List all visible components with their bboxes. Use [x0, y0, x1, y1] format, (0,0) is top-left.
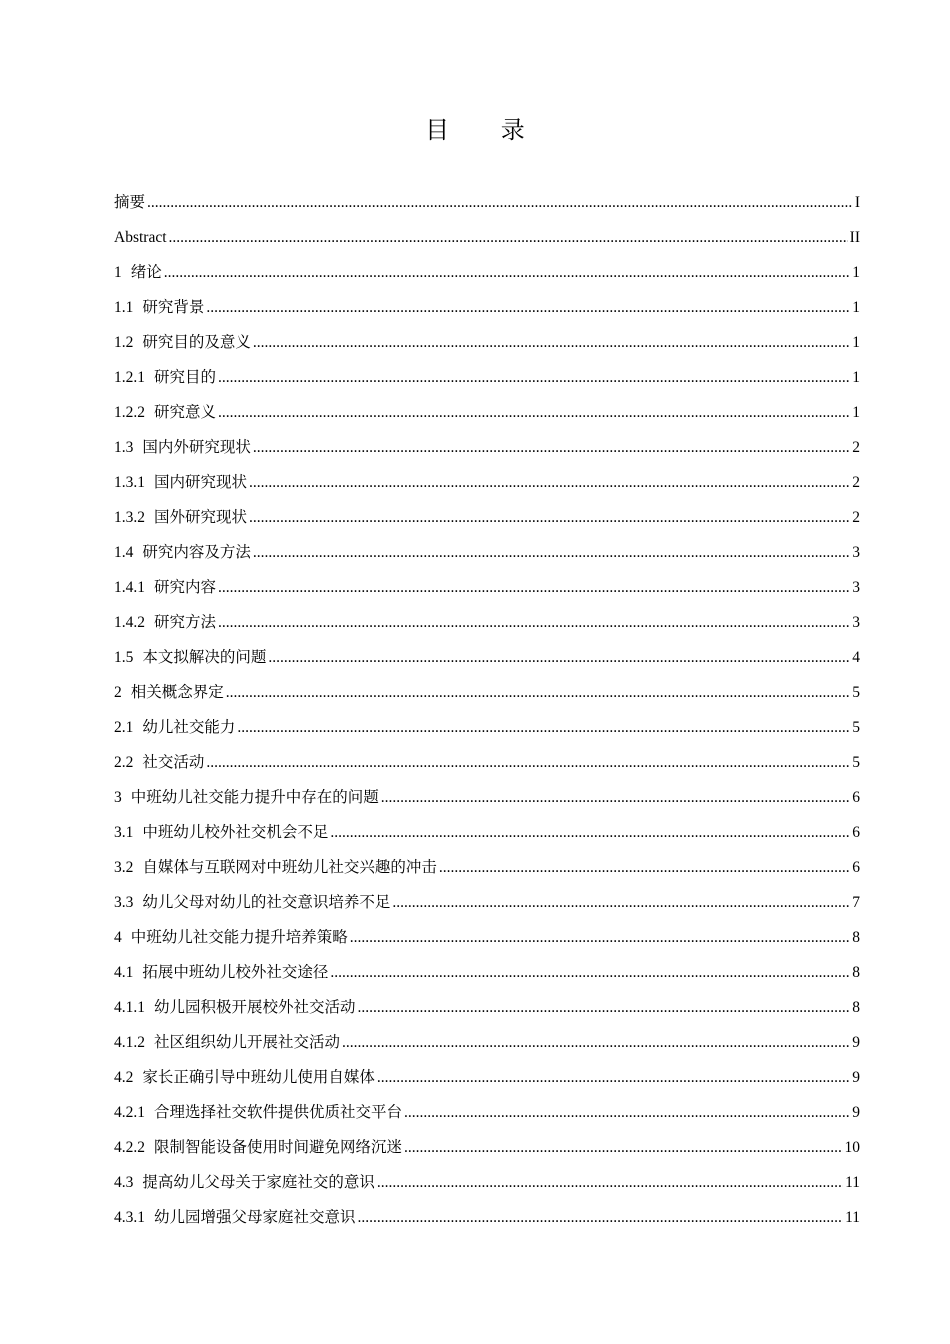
- toc-dot-leader: [169, 220, 848, 255]
- toc-entry-label: [114, 710, 235, 745]
- toc-entry-number: 4.2.1: [114, 1104, 145, 1121]
- toc-entry-number: 1: [114, 264, 122, 281]
- toc-entry-page-number: 1: [852, 369, 860, 386]
- toc-entry-label: [114, 185, 145, 220]
- toc-entry[interactable]: [114, 990, 860, 1025]
- toc-entry-text: 幼儿园增强父母家庭社交意识: [154, 1208, 356, 1226]
- toc-entry-number: 1.2: [114, 334, 134, 351]
- toc-entry-page-number: 9: [852, 1069, 860, 1086]
- toc-entry-page-number: 8: [852, 964, 860, 981]
- toc-entry[interactable]: [114, 920, 860, 955]
- toc-dot-leader: [218, 570, 850, 605]
- toc-dot-leader: [147, 185, 853, 220]
- toc-entry-text: 国内外研究现状: [142, 438, 251, 456]
- toc-entry[interactable]: [114, 325, 860, 360]
- toc-entry-page-number: 1: [852, 299, 860, 316]
- toc-entry-page-number: 4: [852, 649, 860, 666]
- toc-dot-leader: [439, 850, 850, 885]
- toc-dot-leader: [253, 535, 850, 570]
- toc-entry[interactable]: [114, 640, 860, 675]
- toc-entry[interactable]: [114, 395, 860, 430]
- toc-entry-text: 中班幼儿校外社交机会不足: [142, 823, 329, 841]
- toc-dot-leader: [249, 465, 850, 500]
- toc-entry[interactable]: [114, 255, 860, 290]
- toc-entry-page-number: 6: [852, 859, 860, 876]
- toc-entry-text: 家长正确引导中班幼儿使用自媒体: [142, 1068, 375, 1086]
- toc-entry[interactable]: [114, 1060, 860, 1095]
- toc-entry-number: 2.2: [114, 754, 134, 771]
- toc-entry-number: 1.3: [114, 439, 134, 456]
- toc-dot-leader: [330, 815, 850, 850]
- toc-entry-page-number: I: [854, 194, 860, 211]
- toc-entry-number: 1.2.1: [114, 369, 145, 386]
- toc-entry-text: 研究内容: [154, 578, 217, 596]
- toc-entry[interactable]: [114, 850, 860, 885]
- toc-title: 目 录: [425, 116, 547, 144]
- toc-dot-leader: [268, 640, 850, 675]
- toc-entry-number: 4.1.1: [114, 999, 145, 1016]
- toc-entry-page-number: 11: [845, 1174, 860, 1191]
- toc-entry-label: [114, 570, 216, 605]
- toc-entry-text: 研究方法: [154, 613, 217, 631]
- toc-entry-label: [114, 255, 162, 290]
- toc-entry-text: 幼儿园积极开展校外社交活动: [154, 998, 356, 1016]
- toc-dot-leader: [404, 1130, 842, 1165]
- toc-entry-number: 1.5: [114, 649, 134, 666]
- toc-entry-text: 国外研究现状: [154, 508, 248, 526]
- toc-entry-text: 中班幼儿社交能力提升中存在的问题: [130, 788, 379, 806]
- toc-entry-text: 研究目的: [154, 368, 217, 386]
- toc-dot-leader: [253, 430, 850, 465]
- toc-entry-text: 拓展中班幼儿校外社交途径: [142, 963, 329, 981]
- toc-entry-label: [114, 1130, 402, 1165]
- toc-entry-text: 研究内容及方法: [142, 543, 251, 561]
- toc-dot-leader: [392, 885, 850, 920]
- toc-entry-number: 1.3.1: [114, 474, 145, 491]
- toc-entry[interactable]: [114, 290, 860, 325]
- toc-entry[interactable]: [114, 220, 860, 255]
- toc-entry-label: [114, 850, 437, 885]
- toc-entry-page-number: 1: [852, 404, 860, 421]
- toc-entry-text: 中班幼儿社交能力提升培养策略: [130, 928, 348, 946]
- toc-dot-leader: [358, 1200, 844, 1235]
- toc-dot-leader: [377, 1060, 850, 1095]
- toc-dot-leader: [381, 780, 850, 815]
- toc-entry-page-number: 9: [852, 1104, 860, 1121]
- toc-entry-page-number: 6: [852, 789, 860, 806]
- toc-entry-number: 4.2: [114, 1069, 134, 1086]
- toc-entry[interactable]: [114, 955, 860, 990]
- toc-entry-page-number: 3: [852, 614, 860, 631]
- toc-entry-label: [114, 885, 390, 920]
- toc-entry-text: 幼儿社交能力: [142, 718, 236, 736]
- toc-entry-label: [114, 920, 348, 955]
- toc-entry-page-number: 10: [844, 1139, 860, 1156]
- toc-dot-leader: [218, 605, 850, 640]
- toc-entry-page-number: 11: [845, 1209, 860, 1226]
- toc-entry-number: 1.1: [114, 299, 134, 316]
- toc-entry-number: 4: [114, 929, 122, 946]
- toc-entry[interactable]: [114, 430, 860, 465]
- toc-entry-number: 3.1: [114, 824, 134, 841]
- toc-entry-label: [114, 955, 328, 990]
- toc-entry-page-number: 5: [852, 754, 860, 771]
- toc-entry-text: 社区组织幼儿开展社交活动: [154, 1033, 341, 1051]
- toc-entry-number: 3.2: [114, 859, 134, 876]
- toc-entry-text: 合理选择社交软件提供优质社交平台: [154, 1103, 403, 1121]
- toc-entry-number: 4.3: [114, 1174, 134, 1191]
- toc-entry-text: 本文拟解决的问题: [142, 648, 267, 666]
- toc-entry-number: 4.2.2: [114, 1139, 145, 1156]
- toc-entry-number: 3.3: [114, 894, 134, 911]
- toc-entry-text: 限制智能设备使用时间避免网络沉迷: [154, 1138, 403, 1156]
- toc-entry-label: [114, 360, 216, 395]
- toc-entry[interactable]: [114, 1165, 860, 1200]
- toc-entry-text: Abstract: [114, 229, 167, 246]
- toc-entry-page-number: 1: [852, 264, 860, 281]
- toc-entry-text: 自媒体与互联网对中班幼儿社交兴趣的冲击: [142, 858, 437, 876]
- toc-entry-label: [114, 675, 224, 710]
- toc-dot-leader: [342, 1025, 850, 1060]
- toc-dot-leader: [253, 325, 850, 360]
- toc-dot-leader: [350, 920, 850, 955]
- toc-entry-text: 社交活动: [142, 753, 205, 771]
- toc-entry-number: 2: [114, 684, 122, 701]
- toc-entry[interactable]: [114, 360, 860, 395]
- toc-entry-number: 1.4: [114, 544, 134, 561]
- toc-dot-leader: [249, 500, 850, 535]
- toc-entry-page-number: 2: [852, 509, 860, 526]
- toc-entry-number: 1.3.2: [114, 509, 145, 526]
- toc-entry-label: [114, 220, 167, 255]
- toc-entry-label: [114, 395, 216, 430]
- toc-entry-label: [114, 605, 216, 640]
- toc-dot-leader: [164, 255, 850, 290]
- toc-entry-label: [114, 500, 247, 535]
- toc-entry-number: 3: [114, 789, 122, 806]
- toc-entry-label: [114, 815, 328, 850]
- toc-dot-leader: [206, 290, 850, 325]
- toc-entry[interactable]: [114, 570, 860, 605]
- toc-entry-text: 幼儿父母对幼儿的社交意识培养不足: [142, 893, 391, 911]
- toc-dot-leader: [404, 1095, 850, 1130]
- toc-entry-label: [114, 1060, 375, 1095]
- toc-entry-number: 4.1.2: [114, 1034, 145, 1051]
- toc-entry-number: 2.1: [114, 719, 134, 736]
- toc-entry-label: [114, 1095, 402, 1130]
- toc-dot-leader: [358, 990, 851, 1025]
- toc-list: [114, 185, 860, 1235]
- toc-entry-page-number: 5: [852, 684, 860, 701]
- toc-entry-label: [114, 1025, 340, 1060]
- toc-entry-label: [114, 745, 204, 780]
- toc-entry-number: 1.4.1: [114, 579, 145, 596]
- toc-dot-leader: [206, 745, 850, 780]
- toc-entry-label: [114, 465, 247, 500]
- toc-entry-page-number: 8: [852, 929, 860, 946]
- toc-entry-label: [114, 780, 379, 815]
- toc-entry-page-number: 2: [852, 474, 860, 491]
- toc-entry[interactable]: [114, 780, 860, 815]
- toc-entry[interactable]: [114, 1130, 860, 1165]
- toc-entry-text: 绪论: [130, 263, 162, 281]
- toc-entry[interactable]: [114, 1200, 860, 1235]
- toc-entry-page-number: 1: [852, 334, 860, 351]
- toc-entry-page-number: II: [849, 229, 860, 246]
- toc-entry-text: 提高幼儿父母关于家庭社交的意识: [142, 1173, 375, 1191]
- toc-dot-leader: [226, 675, 850, 710]
- toc-entry-label: [114, 430, 251, 465]
- toc-entry-page-number: 5: [852, 719, 860, 736]
- toc-entry-label: [114, 1200, 356, 1235]
- toc-entry-label: [114, 290, 204, 325]
- toc-entry-page-number: 6: [852, 824, 860, 841]
- toc-entry-label: [114, 325, 251, 360]
- toc-entry-number: 1.2.2: [114, 404, 145, 421]
- toc-entry-text: 研究意义: [154, 403, 217, 421]
- toc-entry-page-number: 8: [852, 999, 860, 1016]
- toc-dot-leader: [218, 360, 850, 395]
- toc-entry-page-number: 3: [852, 544, 860, 561]
- toc-entry-text: 相关概念界定: [130, 683, 224, 701]
- toc-entry[interactable]: [114, 1025, 860, 1060]
- toc-entry[interactable]: [114, 605, 860, 640]
- toc-entry[interactable]: [114, 500, 860, 535]
- toc-entry[interactable]: [114, 745, 860, 780]
- toc-dot-leader: [377, 1165, 843, 1200]
- toc-entry-page-number: 3: [852, 579, 860, 596]
- toc-entry-text: 摘要: [114, 194, 146, 211]
- toc-entry[interactable]: [114, 465, 860, 500]
- toc-entry-page-number: 7: [852, 894, 860, 911]
- toc-entry[interactable]: [114, 815, 860, 850]
- toc-entry-number: 4.3.1: [114, 1209, 145, 1226]
- toc-entry[interactable]: [114, 675, 860, 710]
- toc-entry-label: [114, 990, 356, 1025]
- toc-dot-leader: [237, 710, 850, 745]
- toc-entry[interactable]: [114, 535, 860, 570]
- toc-entry[interactable]: [114, 185, 860, 220]
- toc-entry-page-number: 2: [852, 439, 860, 456]
- toc-entry-label: [114, 535, 251, 570]
- toc-entry[interactable]: [114, 885, 860, 920]
- toc-dot-leader: [330, 955, 850, 990]
- toc-entry-text: 国内研究现状: [154, 473, 248, 491]
- toc-entry[interactable]: [114, 710, 860, 745]
- toc-entry-number: 4.1: [114, 964, 134, 981]
- toc-entry-label: [114, 640, 266, 675]
- toc-entry-text: 研究背景: [142, 298, 205, 316]
- toc-entry-label: [114, 1165, 375, 1200]
- toc-entry[interactable]: [114, 1095, 860, 1130]
- toc-entry-text: 研究目的及意义: [142, 333, 251, 351]
- toc-entry-page-number: 9: [852, 1034, 860, 1051]
- toc-entry-number: 1.4.2: [114, 614, 145, 631]
- toc-dot-leader: [218, 395, 850, 430]
